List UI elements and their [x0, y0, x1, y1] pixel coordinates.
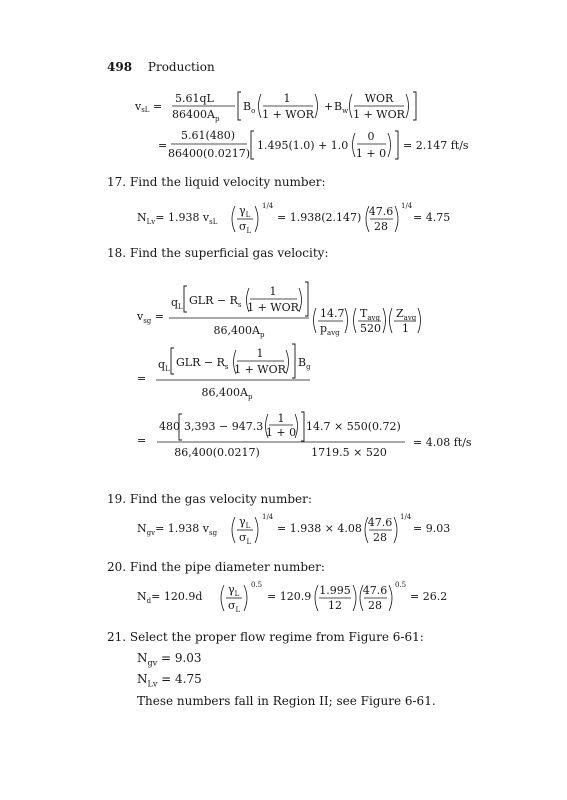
- nlv-text1: = 1.938 v: [155, 211, 210, 224]
- vsl-wor: WOR: [364, 92, 394, 105]
- regime-nlv: [137, 672, 202, 688]
- vsl-bo-sub: o: [251, 107, 256, 115]
- vsl-denominator: 86400A: [172, 108, 215, 121]
- ngv-lhs: N: [137, 522, 147, 535]
- vsl-numeric-zero: 0: [367, 130, 375, 143]
- step-19-label: 19. Find the gas velocity number:: [107, 492, 312, 506]
- nd-exponent-2: 0.5: [395, 581, 407, 589]
- vsg-q-sub: L: [178, 303, 183, 311]
- ngv-gamma-sub: L: [245, 522, 251, 530]
- svg-text:GLR − Rs: [176, 356, 229, 371]
- vsl-lhs-sub: sL: [141, 106, 150, 114]
- nd-text1: = 120.9d: [151, 590, 203, 603]
- equation-nlv: [137, 199, 451, 239]
- step-17-label: 17. Find the liquid velocity number:: [107, 175, 326, 189]
- vsl-bw: B: [334, 100, 343, 113]
- vsg-c2-num: T: [360, 307, 368, 320]
- svg-text:86,400Ap: [202, 386, 253, 401]
- nlv-result: = 4.75: [413, 211, 451, 224]
- vsg3-inner: 3,393 − 947.3: [184, 420, 264, 433]
- svg-text:σL: [239, 220, 252, 235]
- svg-text:=: =: [137, 434, 147, 447]
- equation-nd: [137, 578, 448, 618]
- nlv-exponent-2: 1/4: [401, 202, 413, 210]
- equation-ngv: [137, 510, 451, 550]
- nd-result: = 26.2: [410, 590, 448, 603]
- ngv-den: 28: [373, 531, 387, 544]
- vsg-den: 86,400A: [213, 324, 260, 337]
- nlv-lhs-sub: Lv: [146, 218, 156, 226]
- ngv-mid: = 1.938 × 4.08: [277, 522, 362, 535]
- svg-text:Bg: [298, 356, 311, 371]
- vsl-numeric-denominator: 86400(0.0217): [167, 147, 251, 160]
- svg-text:σL: [228, 599, 241, 614]
- vsg-c3-num: Z: [396, 307, 404, 320]
- regime-nlv-sub: Lv: [147, 679, 158, 689]
- svg-text:γL: [239, 204, 251, 219]
- vsg-c1-den: p: [320, 322, 328, 335]
- ngv-sigma-sub: L: [246, 538, 252, 546]
- nd-exponent: 0.5: [251, 581, 263, 589]
- step-21-label: 21. Select the proper flow regime from Figure 6-61:: [107, 630, 424, 644]
- vsg2-one-plus-wor: 1 + WOR: [234, 363, 286, 376]
- vsg3-post: 14.7 × 550(0.72): [306, 420, 401, 433]
- ngv-exponent-2: 1/4: [400, 513, 412, 521]
- vsg2-den-sub: p: [247, 393, 253, 401]
- nlv-sigma: σ: [239, 220, 247, 233]
- equation-vsg-numeric: [137, 410, 472, 462]
- nd-gamma: γ: [228, 583, 235, 596]
- vsl-numeric-numerator: 5.61(480): [180, 129, 236, 142]
- nd-mid: = 120.9: [267, 590, 312, 603]
- equation-vsl-numeric: [158, 127, 469, 165]
- page-number: 498: [107, 60, 133, 74]
- vsg2-glr-sub: s: [224, 363, 229, 371]
- vsg-c1-num: 14.7: [320, 307, 345, 320]
- vsg-lhs: v: [137, 310, 144, 323]
- vsg3-den-right: 1719.5 × 520: [311, 446, 387, 459]
- svg-text:Ngv= 1.938 vsg: [137, 522, 218, 537]
- ngv-sigma: σ: [239, 531, 247, 544]
- vsg3-one: 1: [277, 412, 285, 425]
- vsg2-one: 1: [256, 347, 264, 360]
- vsl-numerator: 5.61qL: [175, 92, 214, 105]
- svg-text:qL: [171, 296, 183, 311]
- nlv-exponent: 1/4: [262, 202, 274, 210]
- vsg-c3-den: 1: [402, 322, 409, 335]
- regime-nlv-value: = 4.75: [161, 672, 202, 686]
- vsg-glr: GLR − R: [189, 294, 238, 307]
- ngv-gamma: γ: [239, 515, 246, 528]
- svg-text:86,400Ap: [214, 324, 265, 339]
- regime-nlv-lhs: N: [137, 672, 148, 686]
- nlv-num: 47.6: [368, 205, 394, 218]
- vsl-lhs: v: [135, 100, 142, 113]
- vsg-c2-num-sub: avg: [367, 314, 380, 322]
- regime-ngv-sub: gv: [147, 658, 158, 668]
- vsg3-one-plus-zero: 1 + 0: [265, 426, 297, 439]
- nd-f2-den: 28: [368, 599, 382, 612]
- vsl-numeric-inner: 1.495(1.0) + 1.0: [257, 139, 349, 152]
- nlv-gamma-sub: L: [245, 211, 251, 219]
- nlv-sigma-sub: L: [246, 227, 252, 235]
- nlv-den: 28: [374, 220, 388, 233]
- vsl-result: = 2.147 ft/s: [403, 139, 469, 152]
- equation-vsl-definition: [135, 88, 435, 126]
- vsg2-q: q: [158, 358, 166, 371]
- regime-ngv: [137, 651, 202, 667]
- svg-text:GLR − Rs: [189, 294, 242, 309]
- regime-ngv-value: = 9.03: [160, 651, 202, 665]
- regime-ngv-lhs: N: [137, 651, 148, 665]
- svg-text:=: =: [137, 372, 147, 385]
- ngv-lhs-sub: gv: [146, 529, 156, 537]
- nd-f1-num: 1.995: [319, 584, 351, 597]
- section-title: Production: [147, 60, 215, 74]
- equation-vsg-definition: [137, 280, 437, 344]
- svg-text:Bw: [334, 100, 348, 115]
- svg-text:γL: [239, 515, 251, 530]
- vsg2-q-sub: L: [165, 365, 170, 373]
- nd-f1-den: 12: [328, 599, 342, 612]
- vsg2-bg-sub: g: [306, 363, 311, 371]
- svg-text:Tavg: [360, 307, 380, 322]
- nlv-mid: = 1.938(2.147): [277, 211, 362, 224]
- nd-lhs: N: [137, 590, 147, 603]
- vsg2-glr: GLR − R: [176, 356, 225, 369]
- vsg-lhs-sub: sg: [143, 317, 152, 325]
- svg-text:σL: [239, 531, 252, 546]
- vsg-c3-num-sub: avg: [403, 314, 417, 322]
- ngv-exponent: 1/4: [262, 513, 274, 521]
- vsl-bo: B: [243, 100, 252, 113]
- ngv-num: 47.6: [367, 516, 393, 529]
- vsg-c2-den: 520: [360, 322, 381, 335]
- regime-conclusion: These numbers fall in Region II; see Figure 6-61.: [137, 694, 436, 708]
- vsl-bw-sub: w: [342, 107, 349, 115]
- vsg-c1-den-sub: avg: [327, 329, 340, 337]
- svg-text:86400Ap: [172, 108, 220, 123]
- vsl-denominator-sub: p: [214, 115, 220, 123]
- vsg-result: = 4.08 ft/s: [413, 436, 472, 449]
- equation-vsg-bg: [137, 342, 437, 404]
- nd-sigma-sub: L: [235, 606, 241, 614]
- vsg2-den: 86,400A: [201, 386, 248, 399]
- vsl-numeric-one-plus-zero: 1 + 0: [355, 147, 387, 160]
- vsg3-den-left: 86,400(0.0217): [174, 446, 260, 459]
- step-20-label: 20. Find the pipe diameter number:: [107, 560, 325, 574]
- nd-sigma: σ: [228, 599, 236, 612]
- vsg-one: 1: [269, 285, 277, 298]
- ngv-result: = 9.03: [413, 522, 451, 535]
- svg-text:=: =: [158, 139, 168, 152]
- svg-text:vsL =: vsL =: [135, 100, 163, 114]
- vsl-plus: +: [324, 100, 334, 113]
- ngv-text1-sub: sg: [208, 529, 218, 537]
- nlv-text1-sub: sL: [209, 218, 218, 226]
- ngv-text1: = 1.938 v: [155, 522, 209, 535]
- svg-text:Bo: [243, 100, 255, 115]
- nd-gamma-sub: L: [234, 590, 240, 598]
- svg-text:pavg: [320, 322, 340, 337]
- nd-f2-num: 47.6: [362, 584, 388, 597]
- vsl-one-plus-wor-2: 1 + WOR: [353, 108, 405, 121]
- running-head: [107, 60, 215, 74]
- svg-text:vsg =: $v_{sg}$ =: [137, 310, 165, 325]
- nlv-gamma: γ: [239, 204, 246, 217]
- vsg-den-sub: p: [259, 331, 265, 339]
- nlv-lhs: N: [137, 211, 147, 224]
- vsg3-q: 480: [159, 420, 180, 433]
- svg-text:Zavg: [396, 307, 417, 322]
- vsg-glr-sub: s: [237, 301, 242, 309]
- svg-text:γL: [228, 583, 240, 598]
- vsg2-bg: B: [298, 356, 307, 369]
- svg-text:NLv= 1.938 vsL: [137, 211, 218, 226]
- svg-text:qL: [158, 358, 170, 373]
- vsg-one-plus-wor: 1 + WOR: [247, 301, 299, 314]
- vsl-one-plus-wor: 1 + WOR: [262, 108, 314, 121]
- svg-text:Nd= 120.9d: [137, 590, 202, 605]
- vsl-one: 1: [283, 92, 291, 105]
- vsg-q: q: [171, 296, 179, 309]
- step-18-label: 18. Find the superficial gas velocity:: [107, 246, 329, 260]
- nd-lhs-sub: d: [146, 597, 152, 605]
